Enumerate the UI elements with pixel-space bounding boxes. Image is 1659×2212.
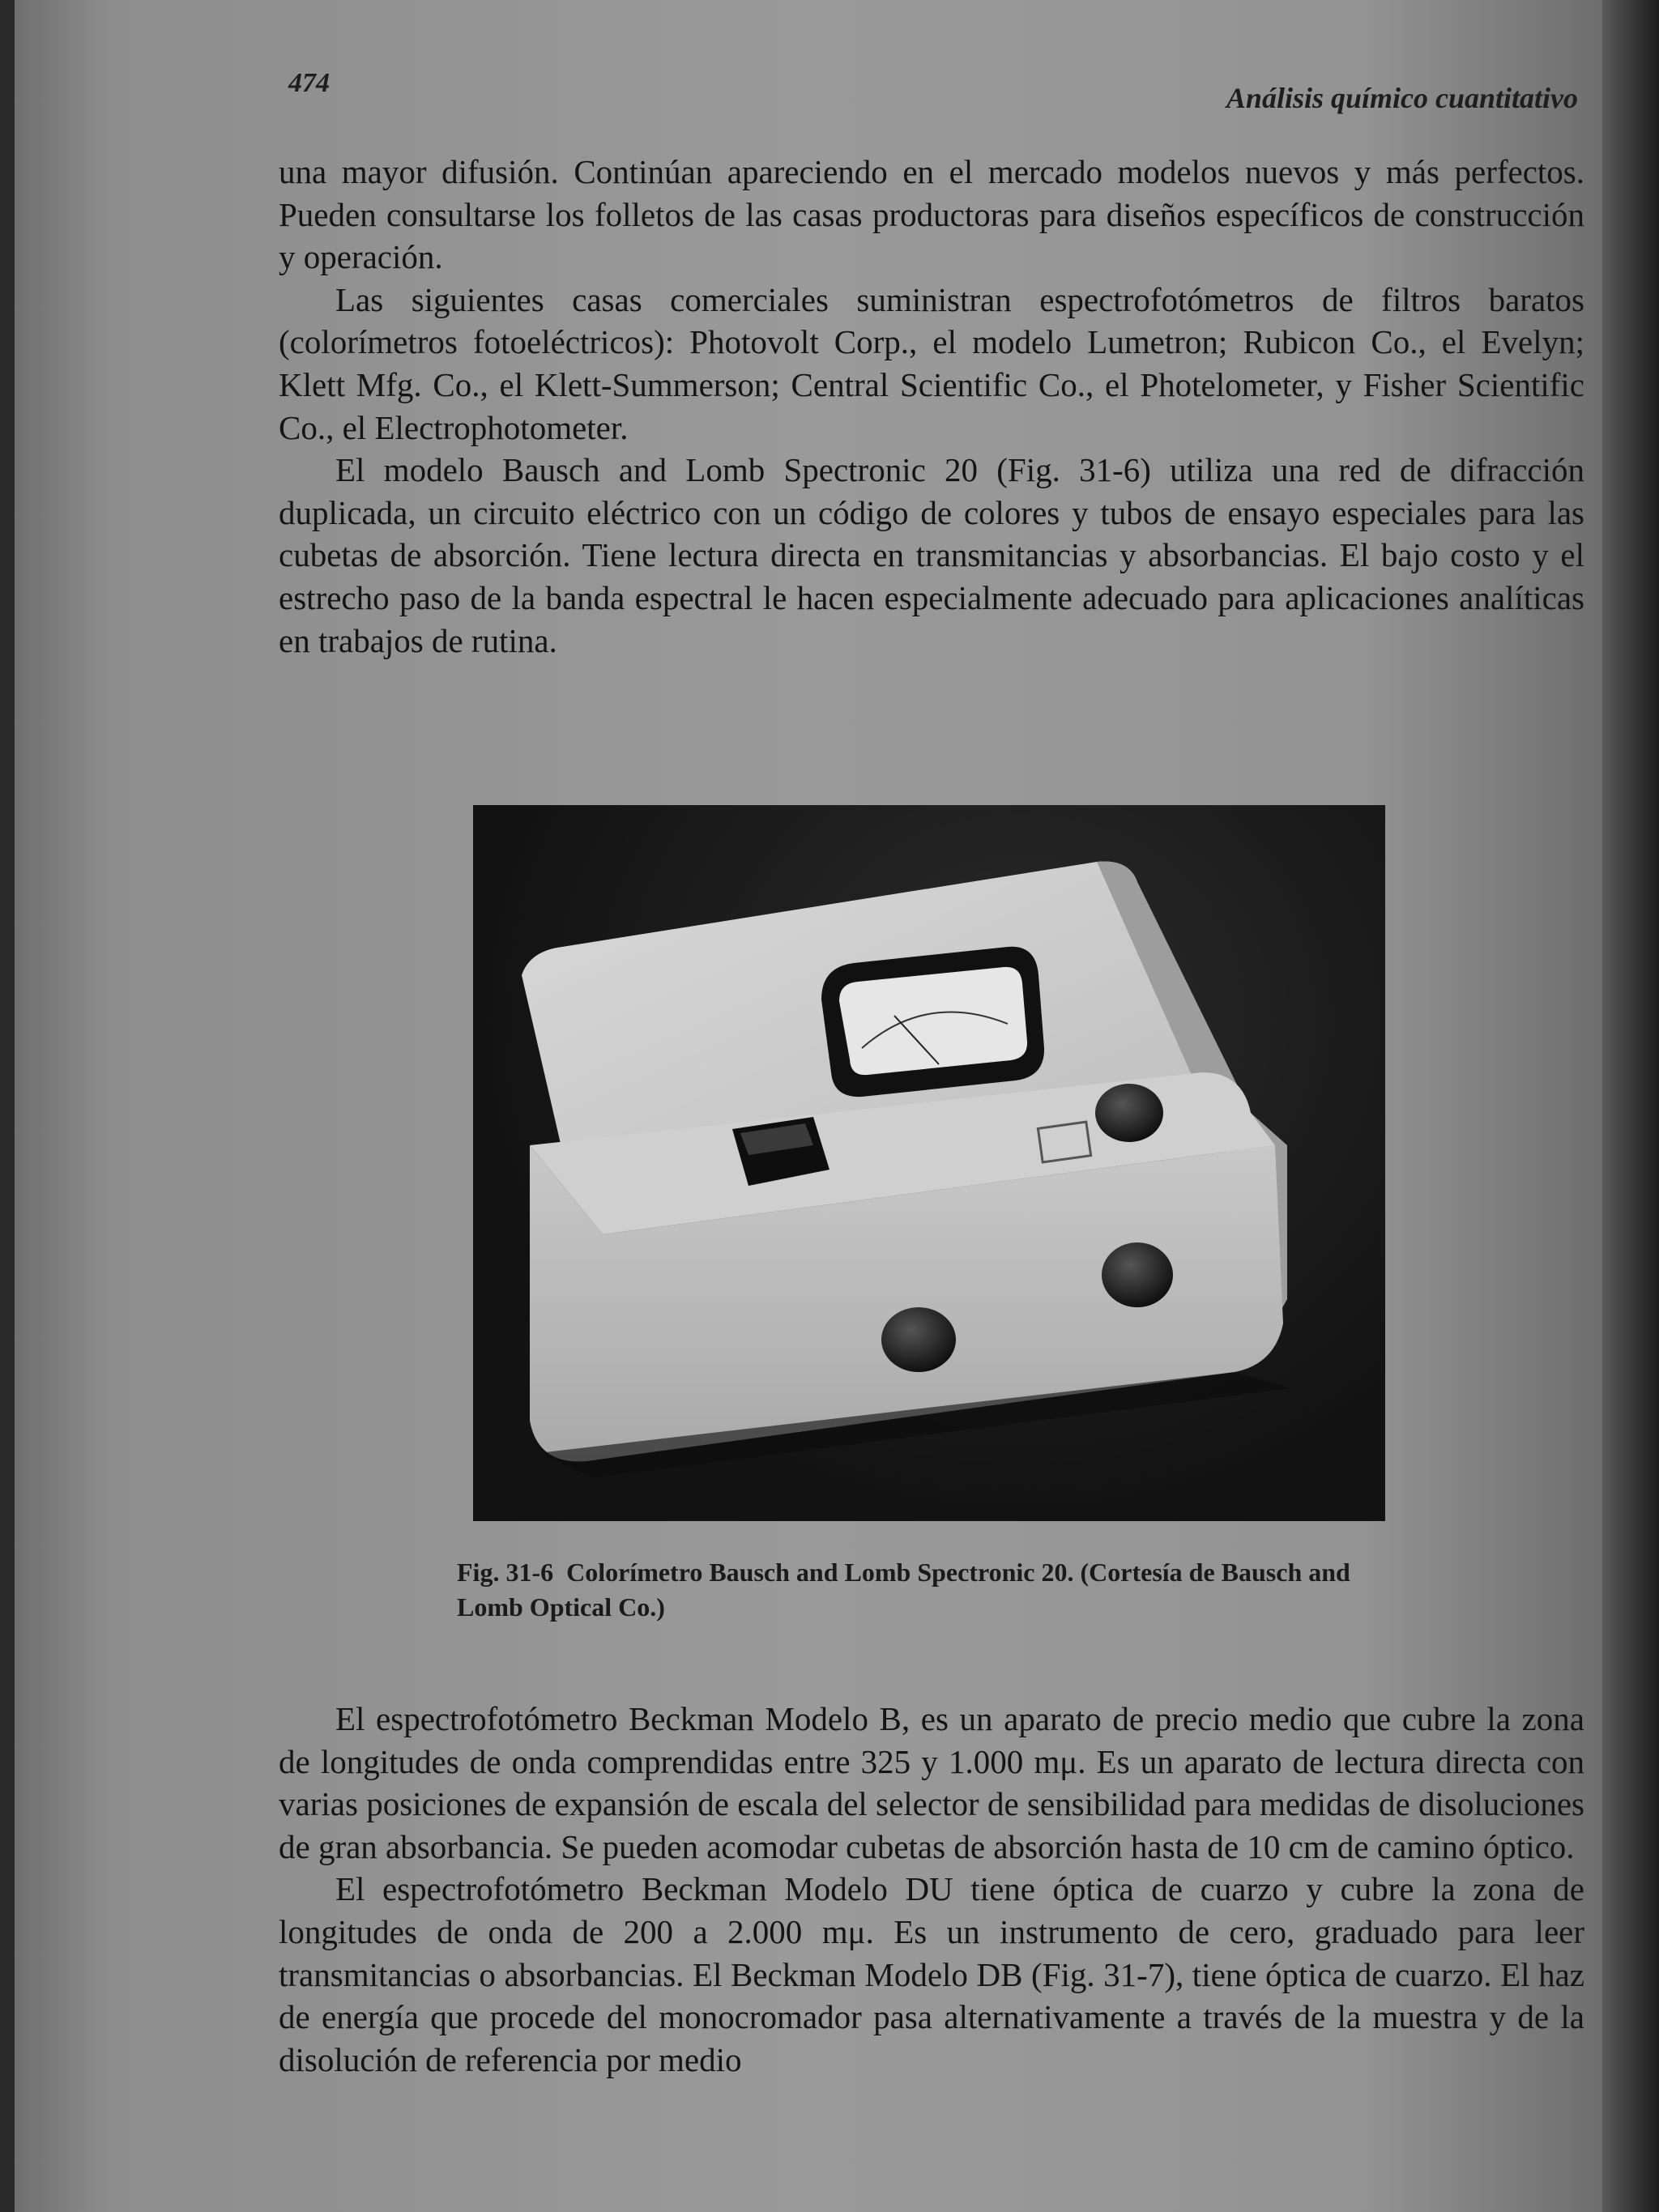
paragraph: Las siguientes casas comerciales suministran espectrofotómetros de filtros baratos (colorímetros fotoeléctricos): Photovolt Corp., el modelo Lumetron; Rubicon Co., el Evelyn; Klett Mfg. Co., el Klett-Summerson; Central Scientific Co., el Photelometer, y Fisher Scientific Co., el Electrophotometer. <box>279 280 1584 446</box>
body-text-top <box>279 151 1584 662</box>
figure-caption-text: Colorímetro Bausch and Lomb Spectronic 20. (Cortesía de Bausch and Lomb Optical Co.) <box>457 1558 1350 1622</box>
book-page <box>15 0 1602 2212</box>
body-text-bottom <box>279 1698 1584 2081</box>
page-header <box>258 65 1586 121</box>
paragraph: El espectrofotómetro Beckman Modelo DU tiene óptica de cuarzo y cubre la zona de longitudes de onda de 200 a 2.000 mμ. Es un instrumento de cero, graduado para leer transmitancias o absorbancias. El Beckman Modelo DB (Fig. 31-7), tiene óptica de cuarzo. El haz de energía que procede del monocromador pasa alternativamente a través de la muestra y de la disolución de referencia por medio <box>279 1870 1584 2078</box>
meter <box>821 947 1044 1097</box>
light-control-knob <box>1102 1242 1173 1307</box>
colorimeter-illustration <box>473 805 1385 1521</box>
running-title: Análisis químico cuantitativo <box>1226 82 1578 114</box>
wavelength-knob <box>1095 1084 1163 1142</box>
figure-photo <box>473 805 1385 1521</box>
book-spine-shadow <box>1602 0 1659 2212</box>
figure-label: Fig. 31-6 <box>457 1558 554 1587</box>
paragraph: El espectrofotómetro Beckman Modelo B, es un aparato de precio medio que cubre la zona de longitudes de onda comprendidas entre 325 y 1.000 mμ. Es un aparato de lectura directa con varias posiciones de expansión de escala del selector de sensibilidad para medidas de disoluciones de gran absorbancia. Se pueden acomodar cubetas de absorción hasta de 10 cm de camino óptico. <box>279 1700 1584 1865</box>
paragraph: El modelo Bausch and Lomb Spectronic 20 (Fig. 31-6) utiliza una red de difracción duplicada, un circuito eléctrico con un código de colores y tubos de ensayo especiales para las cubetas de absorción. Tiene lectura directa en transmitancias y absorbancias. El bajo costo y el estrecho paso de la banda espectral le hacen especialmente adecuado para aplicaciones analíticas en trabajos de rutina. <box>279 451 1584 659</box>
paragraph: una mayor difusión. Continúan apareciendo en el mercado modelos nuevos y más perfectos. Pueden consultarse los folletos de las casas productoras para diseños específicos de construcción y operación. <box>279 153 1584 276</box>
zero-adjust-knob <box>881 1307 956 1372</box>
page-number: 474 <box>288 68 330 98</box>
figure-caption <box>457 1555 1413 1625</box>
